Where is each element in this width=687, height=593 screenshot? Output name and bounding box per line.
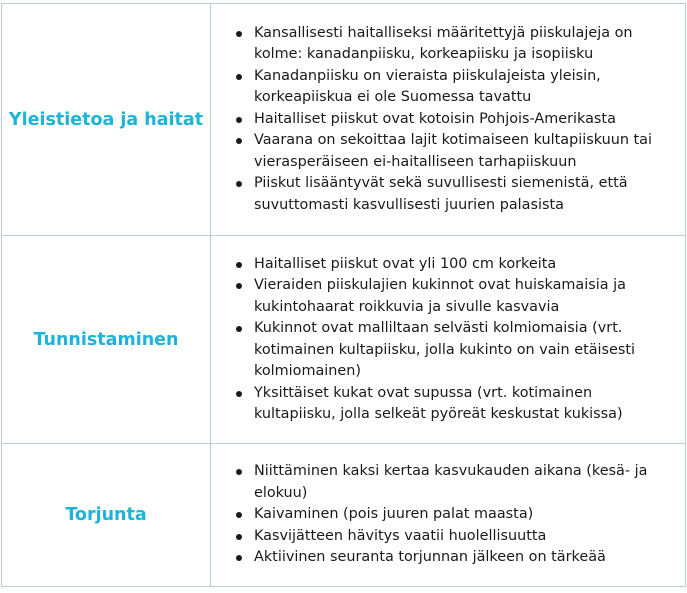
list-item: Haitalliset piiskut ovat kotoisin Pohjois-Amerikasta (254, 109, 677, 131)
list-item: Vaarana on sekoittaa lajit kotimaiseen kultapiiskuun tai vierasperäiseen ei-haitalliseen tarhapiiskuun (254, 130, 677, 173)
row-heading-yleistietoa: Yleistietoa ja haitat (2, 4, 211, 236)
row-heading-torjunta: Torjunta (2, 444, 211, 587)
bullet-list (211, 461, 685, 569)
table-row-tunnistaminen (2, 236, 686, 444)
list-item: Yksittäiset kukat ovat supussa (vrt. kotimainen kultapiisku, jolla selkeät pyöreät keskustat kukissa) (254, 383, 677, 426)
row-content-tunnistaminen (211, 236, 686, 444)
row-heading-tunnistaminen: Tunnistaminen (2, 236, 211, 444)
list-item: Kanadanpiisku on vieraista piiskulajeista yleisin, korkeapiiskua ei ole Suomessa tavattu (254, 66, 677, 109)
list-item: Kaivaminen (pois juuren palat maasta) (254, 504, 677, 526)
list-item: Vieraiden piiskulajien kukinnot ovat huiskamaisia ja kukintohaarat roikkuvia ja sivulle kasvavia (254, 275, 677, 318)
list-item: Aktiivinen seuranta torjunnan jälkeen on tärkeää (254, 547, 677, 569)
list-item: Haitalliset piiskut ovat yli 100 cm korkeita (254, 254, 677, 276)
list-item: Kansallisesti haitalliseksi määritettyjä piiskulajeja on kolme: kanadanpiisku, korkeapiisku ja isopiisku (254, 23, 677, 66)
list-item: Niittäminen kaksi kertaa kasvukauden aikana (kesä- ja elokuu) (254, 461, 677, 504)
info-table (1, 3, 686, 587)
list-item: Piiskut lisääntyvät sekä suvullisesti siemenistä, että suvuttomasti kasvullisesti juurien palasista (254, 173, 677, 216)
list-item: Kukinnot ovat malliltaan selvästi kolmiomaisia (vrt. kotimainen kultapiisku, jolla kukinto on vain etäisesti kolmiomainen) (254, 318, 677, 383)
row-content-torjunta (211, 444, 686, 587)
table-row-yleistietoa (2, 4, 686, 236)
bullet-list (211, 254, 685, 426)
bullet-list (211, 23, 685, 217)
list-item: Kasvijätteen hävitys vaatii huolellisuutta (254, 526, 677, 548)
table-row-torjunta (2, 444, 686, 587)
row-content-yleistietoa (211, 4, 686, 236)
